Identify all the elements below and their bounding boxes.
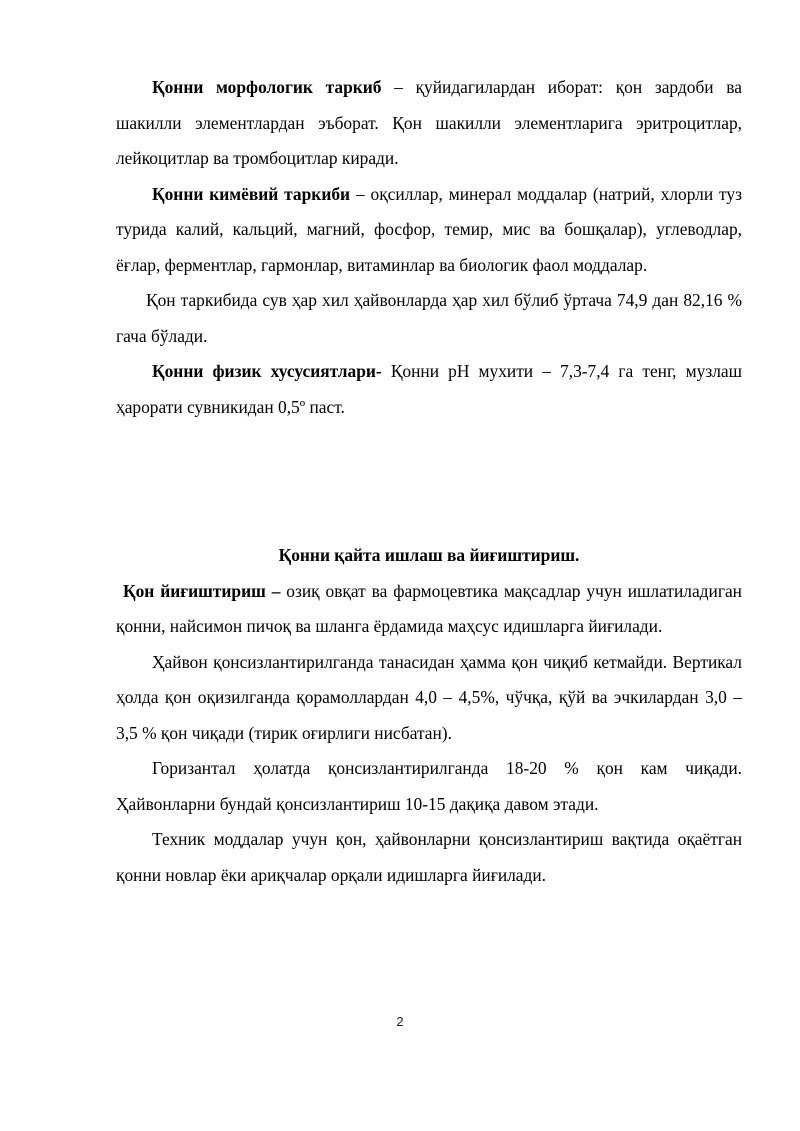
paragraph-bleeding-vertical	[116, 645, 742, 752]
text-physical: Қонни рН мухити – 7,3-7,4 га тенг, музлаш ҳарорати сувникидан 0,5º паст.	[116, 361, 742, 417]
text-chemical: – оқсиллар, минерал моддалар (натрий, хлорли туз турида калий, кальций, магний, фосфор, темир, мис ва бошқалар), углеводлар, ёғлар, ферментлар, гармонлар, витаминлар ва биологик фаол моддалар.	[116, 183, 742, 275]
paragraph-morphological	[116, 70, 742, 177]
blank-space	[116, 425, 742, 538]
paragraph-technical-blood	[116, 822, 742, 893]
text-bleeding-horizontal: Горизантал ҳолатда қонсизлантирилганда 18-20 % қон кам чиқади. Ҳайвонларни бундай қонсизлантириш 10-15 дақиқа давом этади.	[116, 758, 742, 814]
term-physical: Қонни физик хусусиятлари-	[152, 361, 382, 381]
term-collection: Қон йиғиштириш –	[123, 580, 281, 601]
page-number: 2	[396, 1014, 404, 1029]
text-bleeding-vertical: Ҳайвон қонсизлантирилганда танасидан ҳамма қон чиқиб кетмайди. Вертикал ҳолда қон оқизилганда қорамоллардан 4,0 – 4,5%, чўчқа, қўй ва эчкилардан 3,0 – 3,5 % қон чиқади (тирик оғирлиги нисбатан).	[116, 651, 742, 743]
document-body	[116, 70, 742, 893]
term-chemical: Қонни кимёвий таркиби	[152, 183, 351, 204]
paragraph-physical	[116, 354, 742, 425]
text-collection: озиқ овқат ва фармоцевтика мақсадлар учун ишлатиладиган қонни, найсимон пичоқ ва шланга ёрдамида маҳсус идишларга йиғилади.	[116, 580, 742, 636]
paragraph-collection	[116, 574, 742, 645]
text-water-content: Қон таркибида сув ҳар хил ҳайвонларда ҳар хил бўлиб ўртача 74,9 дан 82,16 % гача бўлади.	[116, 290, 742, 346]
section-heading: Қонни қайта ишлаш ва йиғиштириш.	[278, 545, 580, 565]
paragraph-bleeding-horizontal	[116, 751, 742, 822]
paragraph-chemical	[116, 177, 742, 284]
text-technical-blood: Техник моддалар учун қон, ҳайвонларни қонсизлантириш вақтида оқаётган қонни новлар ёки ариқчалар орқали идишларга йиғилади.	[116, 829, 742, 885]
paragraph-water-content	[116, 283, 742, 354]
term-morphological: Қонни морфологик таркиб	[152, 77, 382, 97]
text-morphological: – қуйидагилардан иборат: қон зардоби ва шакилли элементлардан эъборат. Қон шакилли элементларига эритроцитлар, лейкоцитлар ва тромбоцитлар киради.	[116, 77, 742, 168]
